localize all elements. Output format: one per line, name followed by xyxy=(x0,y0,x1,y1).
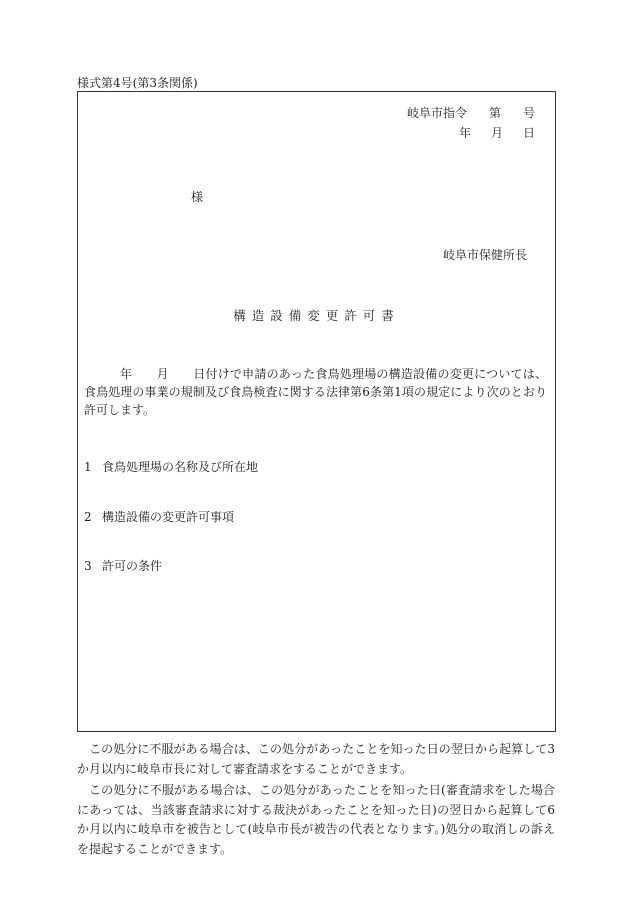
document-date-line xyxy=(459,124,535,141)
item-label: 食鳥処理場の名称及び所在地 xyxy=(102,460,259,474)
item-number: 2 xyxy=(84,510,92,524)
item-label: 構造設備の変更許可事項 xyxy=(102,510,235,524)
number-go: 号 xyxy=(522,106,535,120)
number-dai: 第 xyxy=(488,106,501,120)
permit-body-text: 年 月 日付けで申請のあった食鳥処理場の構造設備の変更については、食鳥処理の事業の規制及び食鳥検査に関する法律第6条第1項の規定により次のとおり許可します。 xyxy=(84,367,547,417)
document-title: 構造設備変更許可書 xyxy=(233,308,400,323)
item-number: 3 xyxy=(84,559,92,573)
form-number-label: 様式第4号(第3条関係) xyxy=(77,76,198,90)
appeal-notes xyxy=(77,740,555,861)
date-day: 日 xyxy=(522,126,535,140)
issuer-name: 岐阜市保健所長 xyxy=(442,248,527,262)
item-label: 許可の条件 xyxy=(102,559,163,573)
addressee-suffix: 様 xyxy=(191,190,204,204)
item-change-permit-matters xyxy=(84,508,234,525)
office-prefix: 岐阜市指令 xyxy=(406,106,467,120)
appeal-note-lawsuit: この処分に不服がある場合は、この処分があったことを知った日(審査請求をした場合にあっては、当該審査請求に対する裁決があったことを知った日)の翌日から起算して6か月以内に岐阜市を被告として(岐阜市長が被告の代表となります。)処分の取消しの訴えを提起することができます。 xyxy=(77,783,555,856)
date-year: 年 xyxy=(458,126,471,140)
item-facility-name-location xyxy=(84,458,258,475)
item-number: 1 xyxy=(84,460,92,474)
permit-document-frame xyxy=(77,91,556,732)
item-permit-conditions xyxy=(84,557,162,574)
date-month: 月 xyxy=(490,126,503,140)
document-number-line xyxy=(407,104,535,121)
appeal-note-review-request: この処分に不服がある場合は、この処分があったことを知った日の翌日から起算して3か月以内に岐阜市長に対して審査請求をすることができます。 xyxy=(77,742,555,776)
